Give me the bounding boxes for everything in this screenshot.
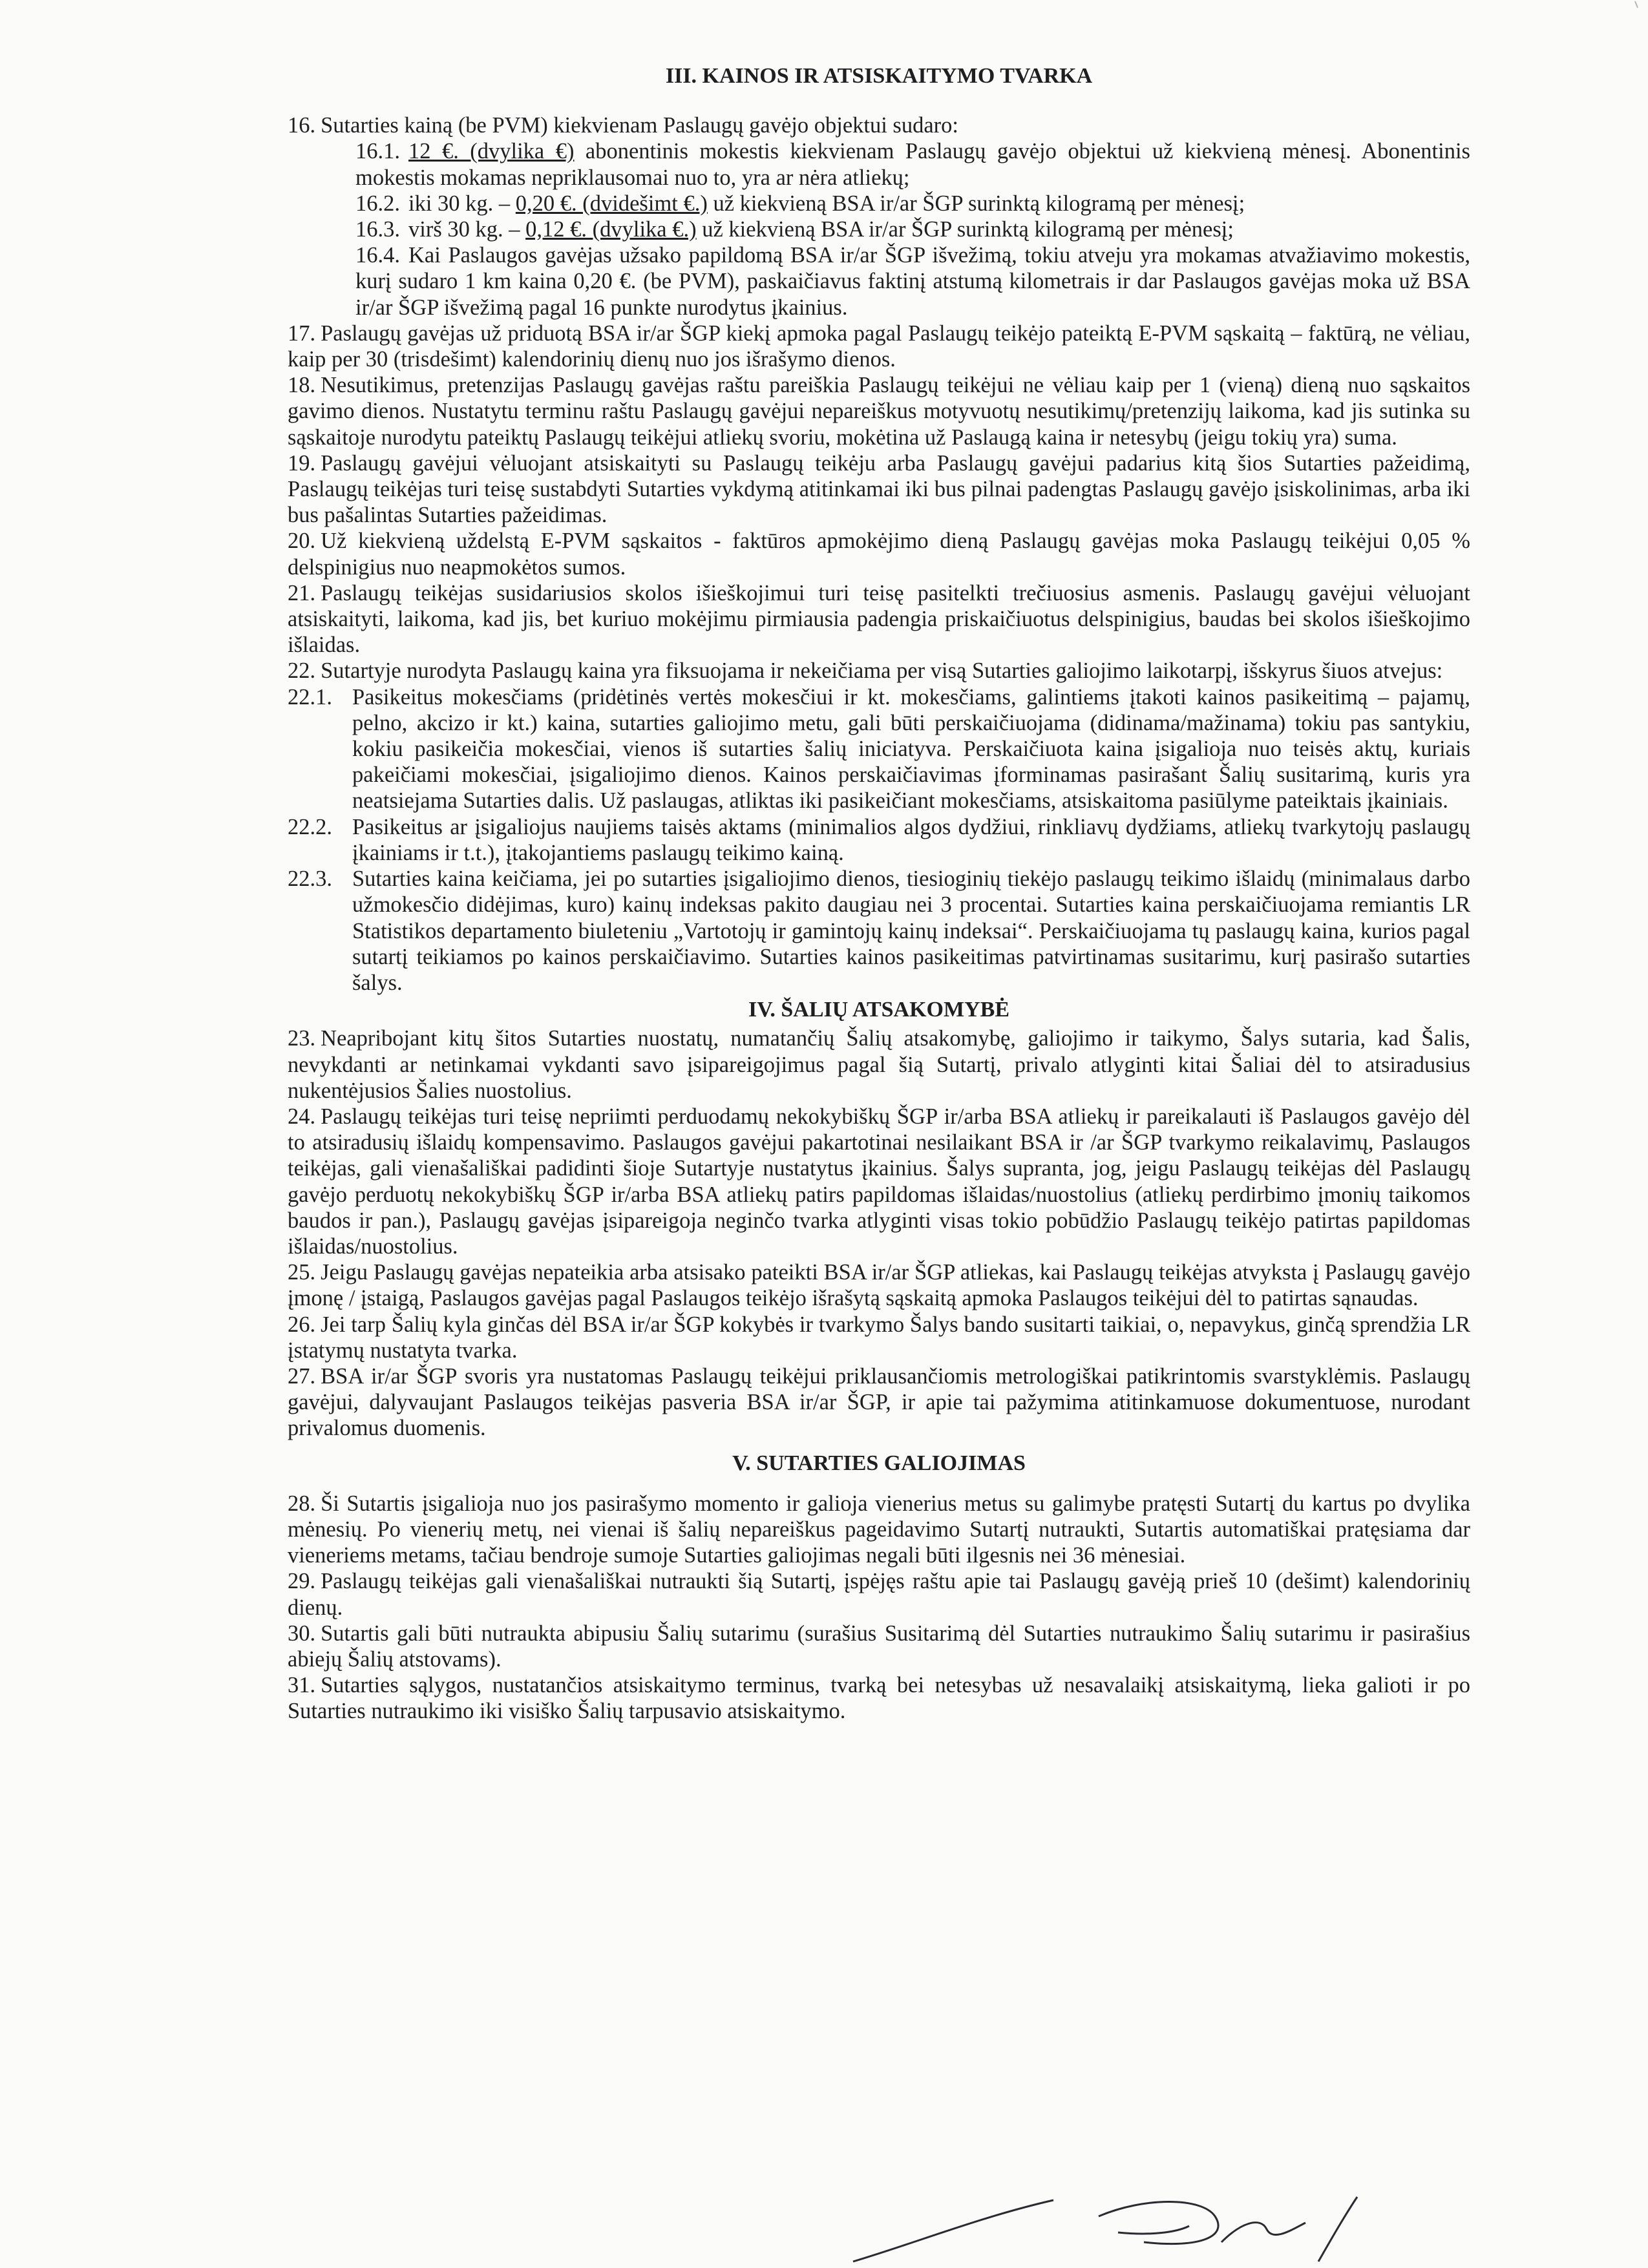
subclause-suffix: už kiekvieną BSA ir/ar ŠGP surinktą kilogramą per mėnesį; — [707, 191, 1245, 216]
clause-number: 17. — [288, 320, 316, 346]
clause-number: 22. — [288, 658, 316, 684]
subclause-number: 16.1. — [355, 139, 400, 164]
clause-number: 30. — [288, 1621, 316, 1646]
clause-30 — [288, 1621, 1470, 1672]
clause-number: 18. — [288, 373, 316, 398]
clause-16-3 — [288, 216, 1470, 242]
clause-number: 23. — [288, 1026, 316, 1051]
clause-number: 21. — [288, 580, 316, 605]
clause-16 — [288, 112, 1470, 138]
clause-number: 20. — [288, 529, 316, 554]
clause-26 — [288, 1312, 1470, 1363]
document-page — [288, 63, 1470, 1725]
subclause-text: Kai Paslaugos gavėjas užsako papildomą BSA ir/ar ŠGP išvežimą, tokiu atveju yra mokamas atvažiavimo mokestis, kurį sudaro 1 km kaina 0,20 €. (be PVM), paskaičiavus faktinį atstumą kilometrais ir dar Paslaugos gavėjas moka už BSA ir/ar ŠGP išvežimą pagal 16 punkte nurodytus įkainius. — [355, 243, 1470, 320]
section-heading-3: III. KAINOS IR ATSISKAITYMO TVARKA — [665, 64, 1093, 88]
clause-text: Sutartyje nurodyta Paslaugų kaina yra fiksuojama ir nekeičiama per visą Sutarties galiojimo laikotarpį, išskyrus šiuos atvejus: — [321, 658, 1443, 684]
clause-22-1 — [288, 684, 1470, 814]
clause-number: 31. — [288, 1673, 316, 1698]
clause-29 — [288, 1568, 1470, 1620]
subclause-text: abonentinis mokestis kiekvienam Paslaugų gavėjo objektui už kiekvieną mėnesį. Abonentinis mokestis mokamas nepriklausomai nuo to, yra ar nėra atliekų; — [355, 139, 1470, 190]
clause-text: Paslaugų teikėjas susidariusios skolos išieškojimui turi teisę pasitelkti trečiuosius asmenis. Paslaugų gavėjui vėluojant atsiskaityti, laikoma, kad jis, bet kuriuo mokėjimu pirmiausia padengia priskaičiuotus delspinigius, baudas bei skolos išieškojimo išlaidas. — [288, 580, 1470, 658]
clause-text: Paslaugų gavėjas už priduotą BSA ir/ar ŠGP kiekį apmoka pagal Paslaugų teikėjo pateiktą E-PVM sąskaitą – faktūrą, ne vėliau, kaip per 30 (trisdešimt) kalendorinių dienų nuo jos išrašymo dienos. — [288, 320, 1470, 372]
clause-number: 19. — [288, 450, 316, 476]
subclause-number: 22.1. — [288, 684, 332, 709]
subclause-text: Sutarties kaina keičiama, jei po sutarties įsigaliojimo dienos, tiesioginių tiekėjo paslaugų teikimo išlaidų (minimalaus darbo užmokesčio didėjimas, kuro) kainų indeksas pakito daugiau nei 3 procentai. Sutarties kaina perskaičiuojama remiantis LR Statistikos departamento biuleteniu „Vartotojų ir gamintojų kainų indeksai“. Perskaičiuojama tų paslaugų kaina, kurios pagal sutartį teikiamos po kainos perskaičiavimo. Sutarties kainos pasikeitimas patvirtinamas susitarimu, kurį pasirašo sutarties šalys. — [352, 866, 1470, 995]
clause-text: BSA ir/ar ŠGP svoris yra nustatomas Paslaugų teikėjui priklausančiomis metrologiškai patikrintomis svarstyklėmis. Paslaugų gavėjui, dalyvaujant Paslaugos teikėjas pasveria BSA ir/ar ŠGP, ir apie tai pažymima atitinkamuose dokumentuose, nurodant privalomus duomenis. — [288, 1363, 1470, 1441]
clause-number: 29. — [288, 1569, 316, 1594]
clause-number: 26. — [288, 1312, 316, 1337]
subclause-amount: 0,20 €. (dvidešimt €.) — [515, 191, 708, 216]
section-heading-4: IV. ŠALIŲ ATSAKOMYBĖ — [748, 998, 1009, 1022]
clause-21 — [288, 580, 1470, 658]
subclause-suffix: už kiekvieną BSA ir/ar ŠGP surinktą kilogramą per mėnesį; — [696, 217, 1234, 242]
clause-27 — [288, 1363, 1470, 1442]
corner-mark — [1616, 0, 1642, 26]
clause-31 — [288, 1672, 1470, 1724]
clause-number: 24. — [288, 1104, 316, 1129]
section-heading-5: V. SUTARTIES GALIOJIMAS — [732, 1451, 1026, 1475]
clause-20 — [288, 528, 1470, 580]
subclause-prefix: virš 30 kg. – — [408, 217, 526, 242]
handwritten-signature — [840, 2171, 1422, 2268]
clause-text: Sutarties sąlygos, nustatančios atsiskaitymo terminus, tvarką bei netesybas už nesavalaikį atsiskaitymą, lieka galioti ir po Sutarties nutraukimo iki visiško Šalių tarpusavio atsiskaitymo. — [288, 1673, 1470, 1724]
clause-text: Sutarties kainą (be PVM) kiekvienam Paslaugų gavėjo objektui sudaro: — [321, 113, 958, 138]
clause-22-2 — [288, 814, 1470, 866]
subclause-amount: 12 €. (dvylika €) — [408, 139, 575, 164]
clause-text: Jeigu Paslaugų gavėjas nepateikia arba atsisako pateikti BSA ir/ar ŠGP atliekas, kai Paslaugų teikėjas atvyksta į Paslaugų gavėjo įmonę / įstaigą, Paslaugos gavėjas pagal Paslaugos teikėjo išrašytą sąskaitą apmoka Paslaugos teikėjui dėl to patirtas sąnaudas. — [288, 1260, 1470, 1311]
subclause-number: 16.2. — [355, 191, 400, 216]
subclause-prefix: iki 30 kg. – — [408, 191, 516, 216]
clause-text: Už kiekvieną uždelstą E-PVM sąskaitos - faktūros apmokėjimo dieną Paslaugų gavėjas moka Paslaugų teikėjui 0,05 % delspinigius nuo neapmokėtos sumos. — [288, 529, 1470, 580]
clause-16-2 — [288, 191, 1470, 216]
subclause-number: 16.3. — [355, 217, 400, 242]
subclause-number: 22.2. — [288, 814, 332, 839]
subclause-text: Pasikeitus ar įsigaliojus naujiems taisės aktams (minimalios algos dydžiui, rinkliavų dydžiams, atliekų tvarkytojų paslaugų įkainiams ir t.t.), įtakojantiems paslaugų teikimo kainą. — [352, 814, 1470, 865]
clause-22 — [288, 658, 1470, 684]
clause-number: 27. — [288, 1363, 316, 1389]
clause-number: 28. — [288, 1491, 316, 1516]
subclause-amount: 0,12 €. (dvylika €.) — [525, 217, 697, 242]
subclause-number: 22.3. — [288, 866, 332, 892]
clause-25 — [288, 1259, 1470, 1311]
subclause-text: Pasikeitus mokesčiams (pridėtinės vertės mokesčiui ir kt. mokesčiams, galintiems įtakoti kainos pasikeitimą – pajamų, pelno, akcizo ir kt.) kaina, sutarties galiojimo metu, gali būti perskaičiuojama (didinama/mažinama) tokiu pas santykiu, kokiu pasikeičia mokesčiai, vienos iš sutarties šalių iniciatyva. Perskaičiuota kaina įsigalioja nuo teisės aktų, kuriais pakeičiami mokesčiai, įsigaliojimo dienos. Kainos perskaičiavimas įforminamas pasirašant Šalių susitarimą, kuris yra neatsiejama Sutarties dalis. Už paslaugas, atliktas iki pasikeičiant mokesčiams, atsiskaitoma pasiūlyme pateiktais įkainiais. — [352, 684, 1470, 814]
clause-text: Neapribojant kitų šitos Sutarties nuostatų, numatančių Šalių atsakomybę, galiojimo ir taikymo, Šalys sutaria, kad Šalis, nevykdanti ar netinkamai vykdanti savo įsipareigojimus pagal šią Sutartį, privalo atlyginti kitai Šaliai dėl to atsiradusius nukentėjusios Šalies nuostolius. — [288, 1026, 1470, 1103]
clause-text: Paslaugų teikėjas gali vienašališkai nutraukti šią Sutartį, įspėjęs raštu apie tai Paslaugų gavėją prieš 10 (dešimt) kalendorinių dienų. — [288, 1569, 1470, 1620]
subclause-number: 16.4. — [355, 243, 400, 268]
clause-18 — [288, 372, 1470, 450]
clause-23 — [288, 1025, 1470, 1104]
clause-text: Paslaugų gavėjui vėluojant atsiskaityti su Paslaugų teikėju arba Paslaugų gavėjui padarius kitą šios Sutarties pažeidimą, Paslaugų teikėjas turi teisę sustabdyti Sutarties vykdymą atitinkamai iki bus pilnai padengtas Paslaugų gavėjo įsiskolinimas, arba iki bus pašalintas Sutarties pažeidimas. — [288, 450, 1470, 528]
clause-number: 16. — [288, 113, 316, 138]
clause-16-4 — [288, 242, 1470, 320]
clause-text: Sutartis gali būti nutraukta abipusiu Šalių sutarimu (surašius Susitarimą dėl Sutarties nutraukimo Šalių sutarimu ir pasirašius abiejų Šalių atstovams). — [288, 1621, 1470, 1672]
clause-text: Jei tarp Šalių kyla ginčas dėl BSA ir/ar ŠGP kokybės ir tvarkymo Šalys bando susitarti taikiai, o, nepavykus, ginčą sprendžia LR įstatymų nustatyta tvarka. — [288, 1312, 1470, 1363]
clause-text: Nesutikimus, pretenzijas Paslaugų gavėjas raštu pareiškia Paslaugų teikėjui ne vėliau kaip per 1 (vieną) dieną nuo sąskaitos gavimo dienos. Nustatytu terminu raštu Paslaugų gavėjui nepareiškus motyvuotų nesutikimų/pretenzijų laikoma, kad jis sutinka su sąskaitoje nurodytu pateiktų Paslaugų teikėjui atliekų svoriu, mokėtina už Paslaugą kaina ir netesybų (jeigu tokių yra) suma. — [288, 373, 1470, 450]
clause-number: 25. — [288, 1260, 316, 1285]
clause-19 — [288, 450, 1470, 529]
clause-16-1 — [288, 138, 1470, 190]
clause-text: Ši Sutartis įsigalioja nuo jos pasirašymo momento ir galioja vienerius metus su galimybe pratęsti Sutartį du kartus po dvylika mėnesių. Po vienerių metų, nei vienai iš šalių nepareiškus pageidavimo Sutartį nutraukti, Sutartis automatiškai pratęsiama dar vieneriems metams, tačiau bendroje sumoje Sutarties galiojimas negali būti ilgesnis nei 36 mėnesiai. — [288, 1491, 1470, 1568]
clause-22-3 — [288, 866, 1470, 996]
clause-28 — [288, 1491, 1470, 1569]
clause-24 — [288, 1104, 1470, 1259]
clause-text: Paslaugų teikėjas turi teisę nepriimti perduodamų nekokybiškų ŠGP ir/arba BSA atliekų ir pareikalauti iš Paslaugos gavėjo dėl to atsiradusių išlaidų kompensavimo. Paslaugos gavėjui pakartotinai nesilaikant BSA ir /ar ŠGP tvarkymo reikalavimų, Paslaugos teikėjas, gali vienašališkai padidinti šioje Sutartyje nustatytus įkainius. Šalys supranta, jog, jeigu Paslaugų teikėjas dėl Paslaugų gavėjo perduotų nekokybiškų ŠGP ir/arba BSA atliekų patirs papildomas išlaidas/nuostolius (atliekų perdirbimo įmonių taikomos baudos ir pan.), Paslaugų gavėjas įsipareigoja neginčo tvarka atlyginti visas tokio pobūdžio Paslaugų teikėjo patirtas papildomas išlaidas/nuostolius. — [288, 1104, 1470, 1259]
clause-17 — [288, 320, 1470, 372]
